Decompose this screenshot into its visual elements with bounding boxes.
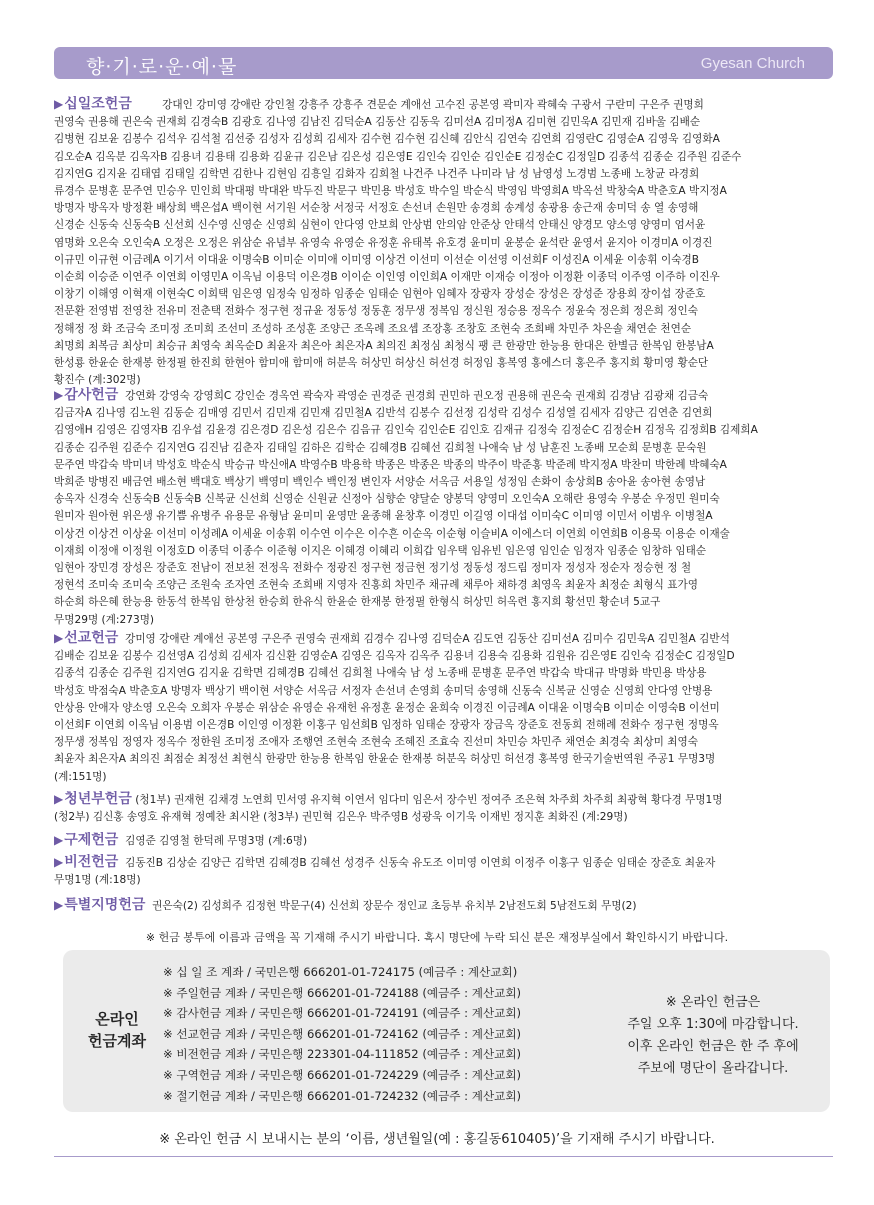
triangle-icon: ▶ (54, 833, 64, 847)
name-line: 무명1명 (계:18명) (54, 874, 141, 887)
name-line: 김영준 김영철 한덕례 무명3명 (계:6명) (125, 835, 308, 847)
section-heading: ▶비전헌금 (54, 854, 119, 870)
triangle-icon: ▶ (54, 388, 64, 402)
online-instruction: ※ 온라인 헌금 시 보내시는 분의 ‘이름, 생년월일(예 : 홍길동610405)’을 기재해 주시기 바랍니다. (159, 1132, 715, 1147)
section-special (54, 897, 844, 915)
name-line: 원미자 원아현 위은생 유기쁨 유병주 유용문 유형남 윤미미 윤영만 윤종해 윤창후 이경민 이길영 이대섭 이미숙C 이미영 이민서 이범우 이병철A (54, 510, 713, 523)
name-line: 무명29명 (계:273명) (54, 613, 155, 626)
name-line: 황진수 (계:302명) (54, 374, 141, 387)
name-line: 신경순 신동숙 신동숙B 신선희 신수영 신영순 신영희 심현이 안다영 안보희 안상범 안의암 안준상 안태석 안태신 양경모 양소영 양영미 엄서윤 (54, 219, 706, 232)
triangle-icon: ▶ (54, 631, 64, 645)
name-line: 김지연G 김지윤 김태엽 김태일 김학면 김한나 김현임 김흥일 김화자 김희철 나건주 나건주 나미라 남 성 남영성 노경범 노종배 노창균 라경희 (54, 167, 700, 180)
online-account-label: 온라인 헌금계좌 (88, 1010, 146, 1050)
section-heading: ▶감사헌금 (54, 387, 119, 403)
name-line: 이선희F 이연희 이옥님 이용범 이은경B 이인영 이정환 이홍구 임선희B 임정하 임태순 장광자 장금옥 장준호 전동희 전해례 전화수 정구현 정명옥 (54, 719, 719, 732)
name-line: 김배순 김보윤 김봉수 김선영A 김성희 김세자 김신환 김영순A 김영은 김옥자 김옥주 김용녀 김용숙 김용화 김원유 김은영E 김인숙 김정순C 김정일D (54, 650, 735, 663)
name-line: 이재희 이정애 이정원 이정호D 이종덕 이종수 이준형 이지은 이혜경 이혜리 이희갑 임우택 임유빈 임은영 임인순 임정자 임종순 임창하 임태순 (54, 544, 707, 557)
bottom-divider (54, 1156, 833, 1157)
section-vision (54, 854, 844, 889)
name-line: 염명화 오은숙 오인숙A 오정은 오정은 위삼순 유념부 유영숙 유영순 유정훈 유태복 유호경 윤미미 윤봉순 윤석란 윤영서 윤지아 이경미A 이경진 (54, 236, 713, 249)
envelope-notice: ※ 헌금 봉투에 이름과 금액을 꼭 기재해 주시기 바랍니다. 혹시 명단에 누락 되신 분은 재정부실에서 확인하시기 바랍니다. (145, 931, 729, 944)
name-line: 임현아 장민경 장성은 장준호 전남이 전보천 전정옥 전화수 정광진 정구현 정금현 정기성 정동성 정드림 정미자 정성자 정순자 정승현 정 철 (54, 562, 692, 575)
section-thanks (54, 387, 844, 629)
name-line: 강연화 강영숙 강영희C 강인순 경옥연 곽숙자 곽영순 권경준 권경희 권민하 권오정 권용해 권은숙 권재희 김경남 김광채 김금숙 (125, 390, 709, 402)
account-row: ※ 주일헌금 계좌 / 국민은행 666201-01-724188 (예금주 : 계산교회) (163, 985, 522, 1000)
section-tithe (54, 96, 844, 389)
triangle-icon: ▶ (54, 898, 64, 912)
triangle-icon: ▶ (54, 97, 64, 111)
name-line: 이순희 이승준 이연주 이연희 이영민A 이옥님 이용덕 이은경B 이이순 이인영 이인희A 이재만 이재승 이정아 이정환 이종덕 이주영 이주하 이진우 (54, 271, 720, 284)
name-line: 이규민 이규현 이금례A 이기서 이대윤 이명숙B 이미순 이미애 이미영 이상건 이선미 이선순 이선영 이선희F 이성진A 이세윤 이송휘 이숙경B (54, 253, 699, 266)
name-line: 김종순 김주원 김준수 김지연G 김진남 김춘자 김태일 김하은 김학순 김혜경B 김혜선 김희철 나애숙 남 성 남훈진 노종배 모순희 문병훈 문숙원 (54, 441, 707, 454)
name-line: 정현석 조미숙 조미숙 조양근 조원숙 조자연 조현숙 조희배 지영자 진홍희 차민주 채규례 채루아 채하경 최영옥 최윤자 최정순 최형식 표가영 (54, 579, 698, 592)
section-mission (54, 630, 844, 786)
section-heading: ▶청년부헌금 (54, 791, 132, 807)
name-line: 송옥자 신경숙 신동숙B 신동숙B 신복균 신선희 신영순 신원균 신정아 심향순 양달순 양봉덕 양영미 오인숙A 오해란 용영숙 우봉순 우정민 원미숙 (54, 493, 720, 506)
church-name: Gyesan Church (700, 55, 805, 72)
name-line: 강대인 강미영 강애란 강인철 강흥주 강흥주 견문순 계애선 고수진 공본영 곽미자 곽혜숙 구광서 구란미 구은주 권명희 (162, 99, 704, 111)
account-row: ※ 비전헌금 계좌 / 국민은행 223301-04-111852 (예금주 : 계산교회) (163, 1047, 522, 1062)
name-line: 문주연 박갑숙 박미녀 박성호 박순식 박승규 박신애A 박영수B 박용학 박종은 박종은 박종의 박주이 박준홍 박준례 박지정A 박찬미 박한례 박혜숙A (54, 458, 727, 471)
name-line: 박성호 박점숙A 박춘호A 방명자 백상기 백이현 서양순 서옥금 서정자 손선녀 손영희 송미덕 송영해 신동숙 신복균 신영순 신영희 안다영 안병용 (54, 684, 713, 697)
name-line: 김영애H 김영은 김영자B 김우섭 김윤경 김은경D 김은성 김은수 김음규 김인숙 김인순E 김인호 김재규 김정숙 김정순C 김정순H 김정옥 김정희B 김제희A (54, 424, 758, 437)
name-line: 정해정 정 화 조금숙 조미정 조미희 조선미 조성하 조성훈 조양근 조옥례 조요셉 조장홍 조창호 조현숙 조희배 차민주 차은솔 채연순 천연순 (54, 322, 692, 335)
account-list (163, 962, 521, 1106)
account-row: ※ 감사헌금 계좌 / 국민은행 666201-01-724191 (예금주 : 계산교회) (163, 1006, 522, 1021)
name-line: 권은숙(2) 김성희주 김정현 박문구(4) 신선희 장문수 정인교 초등부 유치부 2남전도회 5남전도회 무명(2) (152, 900, 637, 912)
name-line: 안상용 안애자 양소영 오은숙 오희자 우봉순 위삼순 유영순 유재헌 유정훈 윤정순 윤희숙 이경진 이금례A 이대윤 이명숙B 이미순 이영숙B 이선미 (54, 701, 720, 714)
name-line: 한성룡 한윤순 한재봉 한정필 한진희 한현아 함미애 함미애 허분옥 허상민 허상신 허선경 허정임 홍복영 홍에스더 홍은주 홍지희 황미영 황순단 (54, 357, 709, 370)
name-line: 정무생 정복임 정영자 정옥수 정한원 조미정 조애자 조행연 조현숙 조현숙 조혜진 조효숙 진선미 차민승 차민주 채연순 최경숙 최상미 최영숙 (54, 736, 698, 749)
name-line: 류경수 문병훈 문주연 민승우 민인희 박대평 박대완 박두진 박문구 박민용 박성호 박수일 박순식 박영임 박영희A 박옥선 박창숙A 박춘호A 박지정A (54, 185, 727, 198)
section-heading: ▶특별지명헌금 (54, 897, 146, 913)
section-heading: ▶십일조헌금 (54, 96, 132, 112)
triangle-icon: ▶ (54, 792, 64, 806)
name-line: 권영숙 권용해 권은숙 권재희 김경숙B 김광호 김나영 김남진 김덕순A 김동산 김동욱 김미선A 김미정A 김미현 김민욱A 김민재 김바울 김배순 (54, 116, 701, 129)
name-line: 최윤자 최은자A 최의진 최점순 최정선 최현식 한광만 한능용 한복임 한윤순 한재봉 허분옥 허상민 허선경 홍복영 한국기술번역원 주공1 무명3명 (54, 753, 716, 766)
page-header (54, 47, 833, 79)
name-line: (계:151명) (54, 770, 107, 783)
page-title: 향·기·로·운·예·물 (86, 56, 238, 78)
section-youth (54, 791, 844, 826)
account-row: ※ 선교헌금 계좌 / 국민은행 666201-01-724162 (예금주 : 계산교회) (163, 1026, 522, 1041)
name-line: 김종석 김종순 김주원 김지연G 김지윤 김학면 김혜경B 김혜선 김희철 나애숙 남 성 노종배 문병훈 문주연 박갑숙 박대규 박명화 박민용 박상용 (54, 667, 707, 680)
name-line: 강미영 강애란 계애선 공본영 구은주 권영숙 권재희 김경수 김나영 김덕순A 김도연 김동산 김미선A 김미수 김민욱A 김민철A 김반석 (125, 633, 730, 645)
account-row: ※ 구역헌금 계좌 / 국민은행 666201-01-724229 (예금주 : 계산교회) (163, 1067, 522, 1082)
account-row: ※ 절기헌금 계좌 / 국민은행 666201-01-724232 (예금주 : 계산교회) (163, 1088, 522, 1103)
name-line: (청1부) 권재현 김채경 노연희 민서영 유지혁 이연서 임다미 임은서 장수빈 정여주 조은혁 차주희 차주희 최광혁 황다경 무명1명 (135, 794, 723, 806)
name-line: 김오순A 김옥분 김옥자B 김용녀 김용태 김용화 김윤규 김은남 김은성 김은영E 김인숙 김인순 김인순E 김정순C 김정일D 김종석 김종순 김주원 김준수 (54, 150, 742, 163)
name-line: 김동진B 김상순 김양근 김학면 김혜경B 김혜선 성경주 신동숙 유도조 이미영 이연희 이정주 이홍구 임종순 임태순 장준호 최윤자 (125, 857, 716, 869)
online-account-panel (63, 950, 830, 1112)
name-line: 최명희 최복금 최상미 최승규 최영숙 최옥순D 최윤자 최은아 최은자A 최의진 최정심 최청식 팽 큰 한광만 한능용 한대은 한별금 한복임 한봉남A (54, 339, 714, 352)
account-row: ※ 십 일 조 계좌 / 국민은행 666201-01-724175 (예금주 : 계산교회) (163, 965, 518, 979)
section-relief (54, 832, 844, 850)
name-line: (청2부) 김신홍 송영호 유재혁 정예찬 최시완 (청3부) 권민혁 김은우 박주영B 성광욱 이기욱 이재빈 정지훈 최화진 (계:29명) (54, 811, 628, 824)
name-line: 이창기 이해영 이혁재 이현숙C 이희택 임은영 임정숙 임정하 임종순 임태순 임현아 임혜자 장광자 장성순 장성은 장성준 장용희 장이섭 장준호 (54, 288, 706, 301)
name-line: 방명자 방옥자 방정환 배상희 백은섭A 백이현 서기원 서순창 서정국 서정호 손선녀 손원만 송경희 송계성 송광용 송근재 송미덕 송 열 송영해 (54, 202, 699, 215)
name-line: 이상건 이상건 이상윤 이선미 이성례A 이세윤 이송휘 이수연 이수은 이수흔 이순옥 이순형 이슬비A 이에스더 이연희 이연희B 이용묵 이용순 이재술 (54, 527, 730, 540)
name-line: 박희준 방병진 배금연 배소현 백대호 백상기 백영미 백인수 백인정 변인자 서양순 서옥금 서용일 성정임 손화이 송상희B 송아윤 송아현 송영남 (54, 476, 706, 489)
name-line: 하순희 하은혜 한능용 한동석 한복임 한상천 한승희 한유식 한윤순 한재봉 한정필 한형식 허상민 허옥련 홍지희 황선민 황순녀 5교구 (54, 596, 661, 609)
section-heading: ▶선교헌금 (54, 630, 119, 646)
name-line: 김병현 김보윤 김봉수 김석우 김석철 김선중 김성자 김성희 김세자 김수현 김수현 김신혜 김안식 김연숙 김연희 김영란C 김영순A 김영욱 김영화A (54, 133, 720, 146)
name-line: 전문환 전영범 전영찬 전유미 전춘택 전화수 정구현 정규윤 정동성 정동훈 정무생 정복임 정신원 정승용 정옥수 정윤숙 정은희 정은희 정인숙 (54, 305, 698, 318)
name-line: 김금자A 김나영 김노원 김동순 김매영 김민서 김민재 김민재 김민철A 김반석 김봉수 김선정 김성락 김성수 김성열 김세자 김양근 김연춘 김연희 (54, 407, 713, 420)
online-deadline-note: ※ 온라인 헌금은 주일 오후 1:30에 마감합니다. 이후 온라인 헌금은 한 주 후에 주보에 명단이 올라갑니다. (627, 995, 799, 1076)
triangle-icon: ▶ (54, 855, 64, 869)
section-heading: ▶구제헌금 (54, 832, 119, 848)
